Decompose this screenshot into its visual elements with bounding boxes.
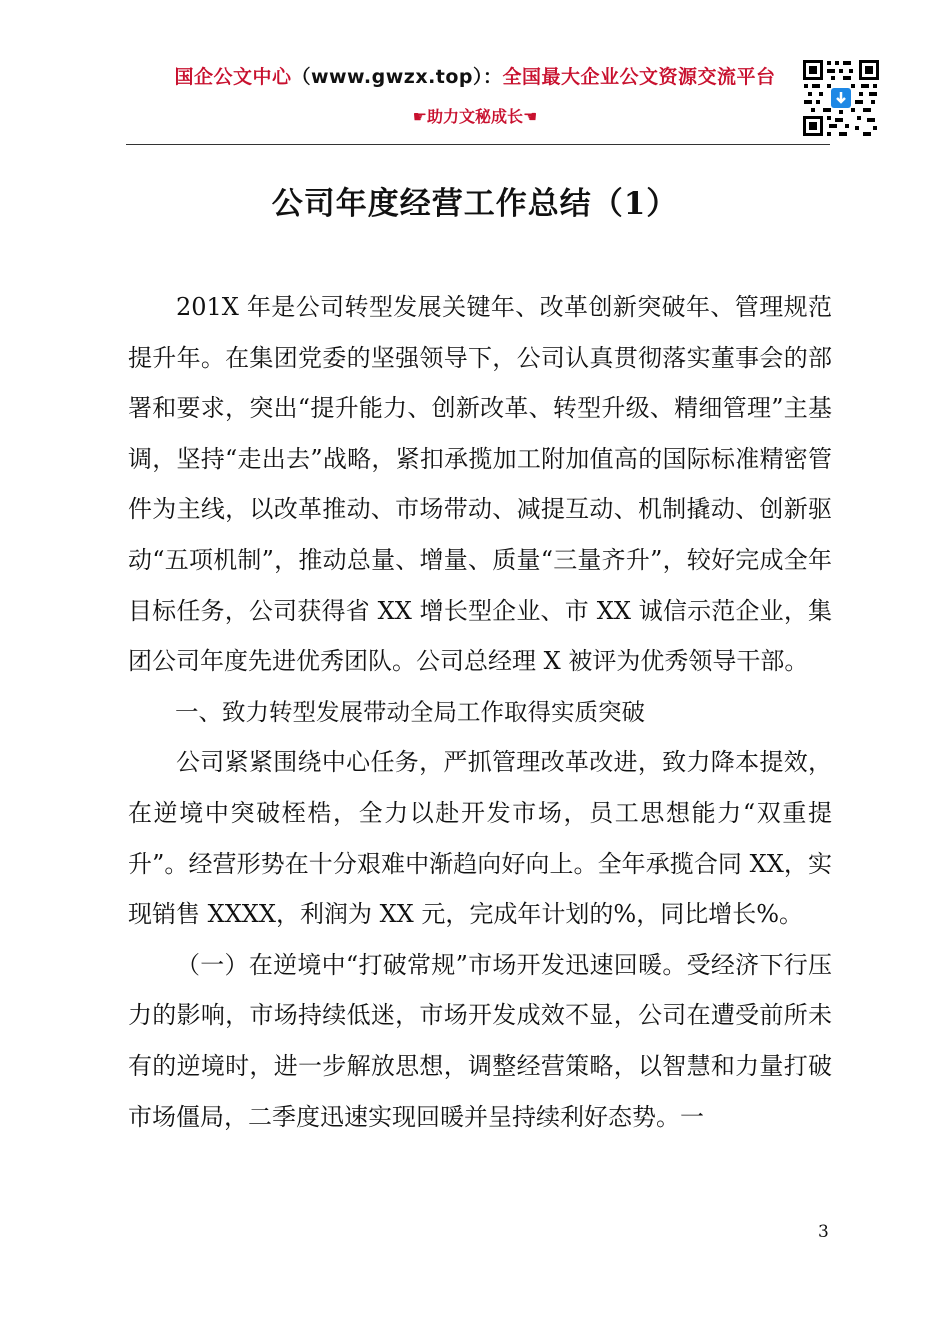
site-name: 国企公文中心	[174, 66, 292, 88]
site-url[interactable]: （www.gwzx.top）：	[291, 66, 503, 88]
paragraph-subsection-1: （一）在逆境中“打破常规”市场开发迅速回暖。受经济下行压力的影响，市场持续低迷，市场开发成效不显，公司在遭受前所未有的逆境时，进一步解放思想，调整经营策略，以智慧和力量打破市场僵局，二季度迅速实现回暖并呈持续利好态势。一	[128, 950, 832, 1131]
qr-code-icon	[801, 58, 881, 138]
page-number: 3	[818, 1222, 829, 1242]
document-title: 公司年度经营工作总结（1）	[271, 186, 679, 222]
section-heading-1: 一、致力转型发展带动全局工作取得实质突破	[175, 697, 645, 726]
paragraph-section-1: 公司紧紧围绕中心任务，严抓管理改革改进，致力降本提效，在逆境中突破桎梏，全力以赴开发市场，员工思想能力“双重提升”。经营形势在十分艰难中渐趋向好向上。全年承揽合同 XX，实现销售 XXXX，利润为 XX 元，完成年计划的%，同比增长%。	[128, 748, 832, 929]
paragraph-intro: 201X 年是公司转型发展关键年、改革创新突破年、管理规范提升年。在集团党委的坚强领导下，公司认真贯彻落实董事会的部署和要求，突出“提升能力、创新改革、转型升级、精细管理”主基调，坚持“走出去”战略，紧扣承揽加工附加值高的国际标准精密管件为主线，以改革推动、市场带动、减提互动、机制撬动、创新驱动“五项机制”，推动总量、增量、质量“三量齐升”，较好完成全年目标任务，公司获得省 XX 增长型企业、市 XX 诚信示范企业，集团公司年度先进优秀团队。公司总经理 X 被评为优秀领导干部。	[128, 293, 832, 676]
header-divider	[126, 144, 830, 145]
document-body	[128, 282, 832, 1142]
header-slogan: ☛助力文秘成长☚	[412, 107, 538, 126]
site-tagline: 全国最大企业公文资源交流平台	[502, 66, 776, 88]
